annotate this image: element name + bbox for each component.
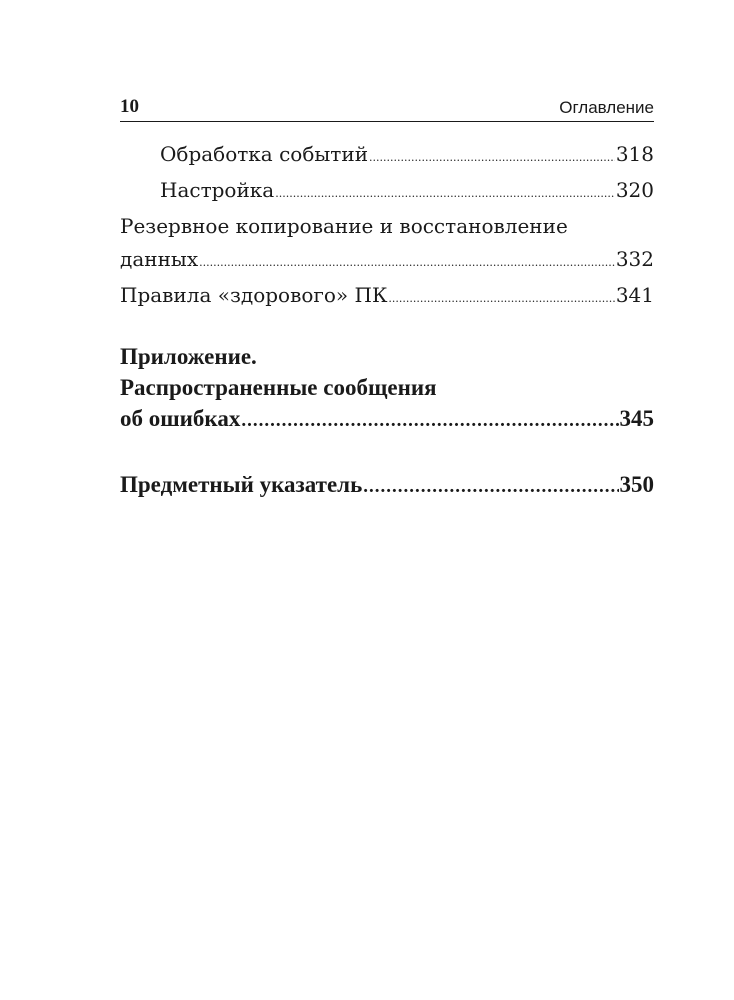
- toc-entry-page: 341: [615, 283, 654, 307]
- toc-appendix: [120, 341, 654, 436]
- toc-appendix-line1: Приложение.: [120, 344, 257, 369]
- toc-appendix-line2: Распространенные сообщения: [120, 375, 437, 400]
- toc-entry-label: Предметный указатель: [120, 472, 363, 497]
- toc-entry-label: Настройка: [160, 178, 275, 202]
- toc-entry-label: Правила «здорового» ПК: [120, 283, 388, 307]
- toc-entry-page: 332: [615, 247, 654, 271]
- toc-entry-page: 320: [615, 178, 654, 202]
- toc-entry-backup: [120, 243, 654, 279]
- toc-appendix-entry: [120, 403, 654, 436]
- toc-entry-settings: [120, 174, 654, 210]
- toc-entry-label: об ошибках: [120, 406, 241, 431]
- dot-leader: [275, 177, 615, 210]
- header-rule: [120, 121, 654, 122]
- dot-leader: [369, 141, 615, 174]
- table-of-contents: [120, 138, 654, 502]
- toc-entry-page: 350: [619, 472, 654, 497]
- dot-leader: [241, 405, 618, 436]
- dot-leader: [199, 246, 615, 279]
- toc-entry-healthy-pc: [120, 279, 654, 315]
- toc-entry-index: [120, 469, 654, 502]
- toc-entry-label: Обработка событий: [160, 142, 369, 166]
- toc-entry-label: данных: [120, 247, 199, 271]
- dot-leader: [388, 282, 614, 315]
- running-title: Оглавление: [559, 98, 654, 117]
- toc-entry-page: 318: [615, 142, 654, 166]
- toc-entry-event-handling: [120, 138, 654, 174]
- dot-leader: [363, 471, 618, 502]
- page-number: 10: [120, 96, 139, 117]
- toc-entry-backup-line1: Резервное копирование и восстановление: [120, 214, 568, 238]
- toc-entry-page: 345: [619, 406, 654, 431]
